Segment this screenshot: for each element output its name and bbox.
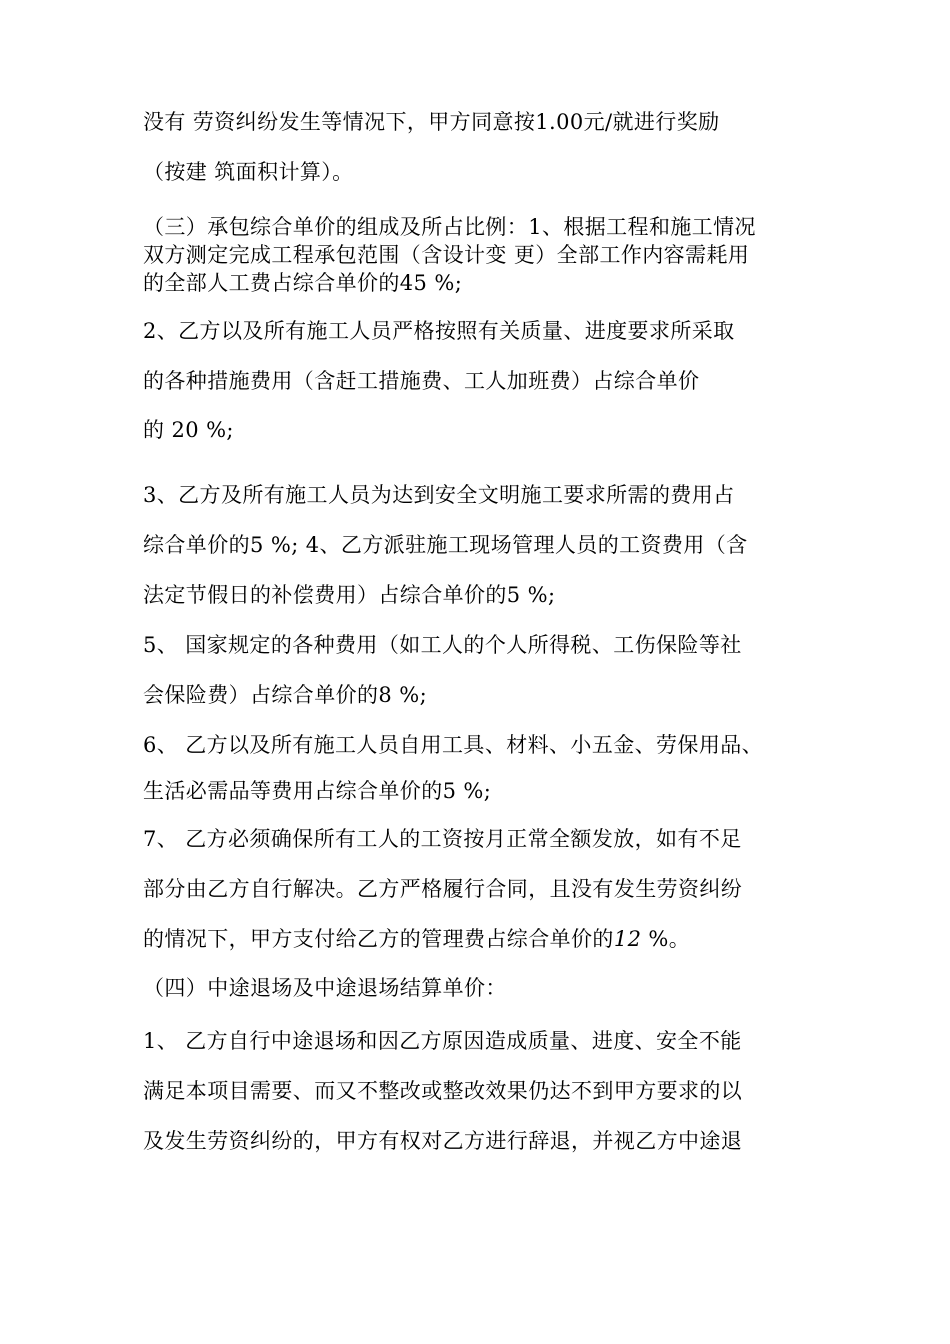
text-line: 法定节假日的补偿费用）占综合单价的5 %; <box>143 583 556 607</box>
text-line: 满足本项目需要、而又不整改或整改效果仍达不到甲方要求的以 <box>143 1079 743 1103</box>
text-line <box>143 927 823 951</box>
text-line: 的各种措施费用（含赶工措施费、工人加班费）占综合单价 <box>143 369 700 393</box>
text-line: 双方测定完成工程承包范围（含设计变 更）全部工作内容需耗用 <box>143 243 750 267</box>
text-line: 没有 劳资纠纷发生等情况下，甲方同意按1.00元/就进行奖励 <box>143 110 720 134</box>
text-line-tail: %。 <box>641 927 691 951</box>
text-line: 5、 国家规定的各种费用（如工人的个人所得税、工伤保险等社 <box>143 633 742 657</box>
text-line-main: 的情况下，甲方支付给乙方的管理费占综合单价的 <box>143 927 614 951</box>
text-line: 部分由乙方自行解决。乙方严格履行合同，且没有发生劳资纠纷 <box>143 877 743 901</box>
text-line: （三）承包综合单价的组成及所占比例：1、根据工程和施工情况 <box>143 215 756 239</box>
text-line: 会保险费）占综合单价的8 %; <box>143 683 428 707</box>
text-line: 生活必需品等费用占综合单价的5 %; <box>143 779 492 803</box>
section-heading: （四）中途退场及中途退场结算单价： <box>143 976 507 1000</box>
text-line: 6、 乙方以及所有施工人员自用工具、材料、小五金、劳保用品、 <box>143 733 764 757</box>
text-line: 及发生劳资纠纷的，甲方有权对乙方进行辞退，并视乙方中途退 <box>143 1129 743 1153</box>
text-line: 的全部人工费占综合单价的45 %; <box>143 271 463 295</box>
text-line: （按建 筑面积计算）。 <box>143 160 354 184</box>
text-line: 7、 乙方必须确保所有工人的工资按月正常全额发放，如有不足 <box>143 827 742 851</box>
management-fee-percent: 12 <box>613 927 642 951</box>
text-line: 1、 乙方自行中途退场和因乙方原因造成质量、进度、安全不能 <box>143 1029 742 1053</box>
text-line: 的 20 %; <box>143 418 234 442</box>
text-line: 3、乙方及所有施工人员为达到安全文明施工要求所需的费用占 <box>143 483 735 507</box>
text-line: 2、乙方以及所有施工人员严格按照有关质量、进度要求所采取 <box>143 319 735 343</box>
text-line: 综合单价的5 %; 4、乙方派驻施工现场管理人员的工资费用（含 <box>143 533 748 557</box>
